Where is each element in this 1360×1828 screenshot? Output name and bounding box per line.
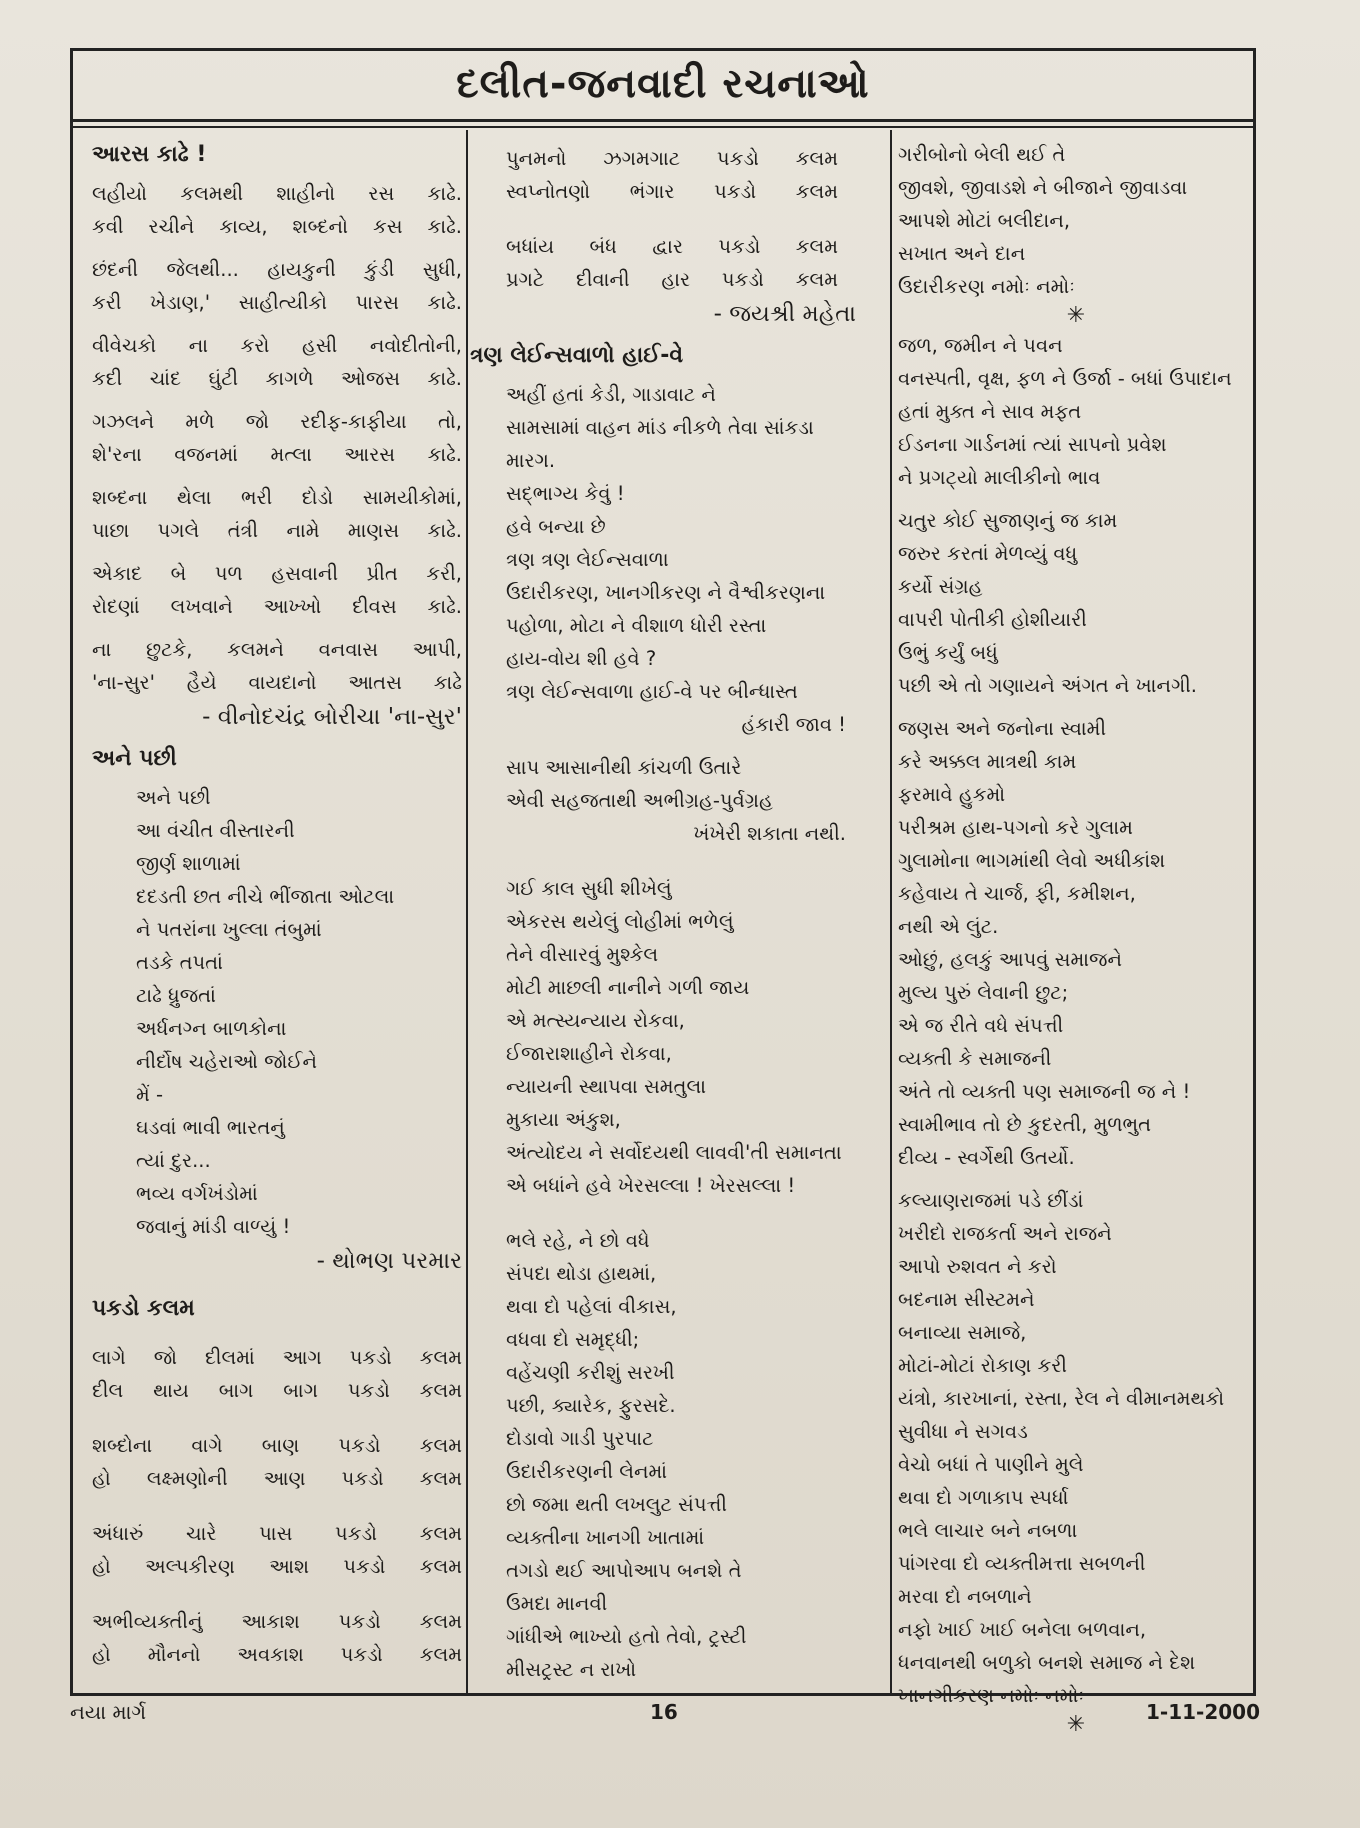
- poem-line: વ્યક્તી કે સમાજની: [898, 1047, 1052, 1070]
- poem-line: વાપરી પોતીકી હોશીયારી: [898, 608, 1087, 631]
- poem-line: દોડાવો ગાડી પુરપાટ: [506, 1427, 654, 1450]
- poem-line: એવી સહજતાથી અભીગ્રહ-પુર્વગ્રહ: [506, 789, 773, 812]
- poem-line: વનસ્પતી, વૃક્ષ, ફળ ને ઉર્જા - બધાં ઉપાદાન: [898, 367, 1232, 390]
- poem-line: થવા દો ગળાકાપ સ્પર્ધા: [898, 1486, 1069, 1509]
- poem-line: સદ્‌ભાગ્ય કેવું !: [506, 482, 625, 505]
- title-rule: [70, 126, 1256, 128]
- poem-line: હો લક્ષ્મણોની આણ પકડો કલમ: [92, 1467, 462, 1490]
- poem-line: કલ્યાણરાજમાં પડે છીંડાં: [898, 1189, 1084, 1212]
- section-star-icon: ✳: [1066, 1712, 1086, 1737]
- poem-aras-kadhe: [92, 177, 462, 734]
- poem-line: મરવા દો નબળાને: [898, 1585, 1032, 1608]
- poem-line: સુવીધા ને સગવડ: [898, 1420, 1028, 1443]
- poem-line: ન્યાયની સ્થાપવા સમતુલા: [506, 1075, 706, 1098]
- magazine-name: નયા માર્ગ: [70, 1700, 147, 1724]
- poem-line: એ મત્સ્યન્યાય રોકવા,: [506, 1009, 685, 1032]
- poem-line: પરીશ્રમ હાથ-પગનો કરે ગુલામ: [898, 816, 1133, 839]
- poem-line: છંદની જેલથી... હાયકુની કુંડી સુધી,: [92, 258, 462, 281]
- poem-line: સામસામાં વાહન માંડ નીકળે તેવા સાંકડા: [506, 416, 814, 439]
- poem-author: - થોભણ પરમાર: [316, 1248, 462, 1274]
- poem-line: બદનામ સીસ્ટમને: [898, 1288, 1035, 1311]
- poem-line: હંકારી જાવ !: [741, 713, 846, 736]
- poem-line: ફરમાવે હુકમો: [898, 783, 1006, 806]
- poem-line: તેને વીસારવું મુશ્કેલ: [506, 943, 659, 966]
- poem-line: શે'રના વજનમાં મત્લા આરસ કાઢે.: [92, 443, 462, 466]
- poem-line: કહેવાય તે ચાર્જ, ફી, કમીશન,: [898, 882, 1136, 905]
- poem-line: ભલે રહે, ને છો વધે: [506, 1229, 650, 1252]
- poem-line: લાગે જો દીલમાં આગ પકડો કલમ: [92, 1346, 462, 1369]
- poem-line: ગાંધીએ ભાખ્યો હતો તેવો, ટ્રસ્ટી: [506, 1625, 747, 1648]
- poem-line: વ્યક્તીના ખાનગી ખાતામાં: [506, 1526, 705, 1549]
- poem-line: ઓછું, હલકું આપવું સમાજને: [898, 948, 1122, 971]
- poem-line: અર્ધનગ્ન બાળકોના: [136, 1017, 287, 1040]
- poem-line: ઉદારીકરણ, ખાનગીકરણ ને વૈશ્વીકરણના: [506, 581, 826, 604]
- section-star-icon: ✳: [1066, 303, 1086, 328]
- poem-line: હાય-વોય શી હવે ?: [506, 647, 657, 670]
- poem-line: ગઝલને મળે જો રદીફ-કાફીયા તો,: [92, 410, 462, 433]
- poem-line: ઈજારાશાહીને રોકવા,: [506, 1042, 672, 1065]
- poem-line: યંત્રો, કારખાનાં, રસ્તા, રેલ ને વીમાનમથકો: [898, 1387, 1225, 1410]
- poem-line: અહીં હતાં કેડી, ગાડાવાટ ને: [506, 383, 716, 406]
- poem-line: મોટી માછલી નાનીને ગળી જાય: [506, 976, 750, 999]
- stanza-block-1: [898, 130, 1254, 303]
- poem-line: ને પતરાંના ખુલ્લા તંબુમાં: [136, 918, 322, 941]
- poem-line: પ્રગટે દીવાની હાર પકડો કલમ: [506, 268, 838, 291]
- stanza-block-3: [898, 504, 1254, 702]
- poem-line: છો જમા થતી લખલુટ સંપત્તી: [506, 1493, 727, 1516]
- poem-title-pakdo-kalam: પકડો કલમ: [92, 1296, 195, 1321]
- poem-line: એકાદ બે પળ હસવાની પ્રીત કરી,: [92, 562, 462, 585]
- poem-line: કદી ચાંદ ઘુંટી કાગળે ઓજસ કાઢે.: [92, 367, 462, 390]
- poem-line: ગરીબોનો બેલી થઈ તે: [898, 143, 1066, 166]
- poem-line: ઉમદા માનવી: [506, 1592, 608, 1615]
- poem-ane-pachhi: [92, 781, 462, 1243]
- column-divider-1: [466, 130, 468, 1696]
- poem-line: ખંખેરી શકાતા નથી.: [693, 822, 846, 845]
- poem-line: સખાત અને દાન: [898, 242, 1026, 265]
- poem-line: આ વંચીત વીસ્તારની: [136, 819, 295, 842]
- poem-line: જીર્ણ શાળામાં: [136, 852, 241, 875]
- poem-line: ટાઢે ધ્રુજતાં: [136, 984, 216, 1007]
- poem-line: આપો રુશવત ને કરો: [898, 1255, 1057, 1278]
- poem-line: ઈડનના ગાર્ડનમાં ત્યાં સાપનો પ્રવેશ: [898, 433, 1167, 456]
- poem-line: ઉદારીકરણની લેનમાં: [506, 1460, 668, 1483]
- poem-line: ભવ્ય વર્ગખંડોમાં: [136, 1182, 258, 1205]
- poem-line: શબ્દના થેલા ભરી દોડો સામયીકોમાં,: [92, 486, 462, 509]
- poem-line: શબ્દોના વાગે બાણ પકડો કલમ: [92, 1434, 462, 1457]
- poem-line: ને પ્રગટ્યો માલીકીનો ભાવ: [898, 466, 1101, 489]
- poem-line: ઉભું કર્યું બધું: [898, 641, 998, 664]
- page-title: દલીત-જનવાદી રચનાઓ: [456, 60, 870, 107]
- poem-line: જરુર કરતાં મેળવ્યું વધુ: [898, 542, 1078, 565]
- page-number: 16: [650, 1700, 678, 1724]
- poem-title-aras-kadhe: આરસ કાઢે !: [92, 142, 207, 167]
- poem-line: વહેંચણી કરીશું સરખી: [506, 1361, 675, 1384]
- poem-line: અંધારું ચારે પાસ પકડો કલમ: [92, 1522, 462, 1545]
- poem-line: બનાવ્યા સમાજે,: [898, 1321, 1027, 1344]
- poem-line: થવા દો પહેલાં વીકાસ,: [506, 1295, 677, 1318]
- poem-line: ત્યાં દુર...: [136, 1149, 211, 1172]
- poem-line: મોટાં-મોટાં રોકાણ કરી: [898, 1354, 1067, 1377]
- poem-line: પાછા પગલે તંત્રી નામે માણસ કાઢે.: [92, 519, 462, 542]
- poem-pakdo-kalam: [92, 1331, 462, 1671]
- poem-line: જવાનું માંડી વાળ્યું !: [136, 1215, 291, 1238]
- poem-line: મેં -: [136, 1083, 164, 1106]
- poem-line: એકરસ થયેલું લોહીમાં ભળેલું: [506, 910, 734, 933]
- poem-line: હો મૌનનો અવકાશ પકડો કલમ: [92, 1643, 462, 1666]
- poem-line: ગઈ કાલ સુધી શીખેલું: [506, 877, 672, 900]
- poem-line: પાંગરવા દો વ્યક્તીમત્તા સબળની: [898, 1552, 1146, 1575]
- poem-line: ઉદારીકરણ નમોઃ નમોઃ: [898, 275, 1075, 298]
- poem-line: સાપ આસાનીથી કાંચળી ઉતારે: [506, 756, 742, 779]
- stanza-block-4: [898, 712, 1254, 1174]
- poem-line: સ્વપ્નોતણો ભંગાર પકડો કલમ: [506, 180, 838, 203]
- title-box: [70, 48, 1256, 122]
- column-divider-2: [890, 130, 892, 1696]
- poem-line: વીવેચકો ના કરો હસી નવોદીતોની,: [92, 334, 462, 357]
- poem-line: ખાનગીકરણ નમોઃ નમોઃ: [898, 1684, 1084, 1707]
- poem-line: તડકે તપતાં: [136, 951, 223, 974]
- poem-line: અને પછી: [136, 786, 211, 809]
- poem-line: ચતુર કોઈ સુજાણનું જ કામ: [898, 509, 1118, 532]
- poem-line: આપશે મોટાં બલીદાન,: [898, 209, 1071, 232]
- poem-line: ગુલામોના ભાગમાંથી લેવો અધીકાંશ: [898, 849, 1166, 872]
- poem-pakdo-kalam-continued: [470, 130, 866, 296]
- poem-line: તગડો થઈ આપોઆપ બનશે તે: [506, 1559, 742, 1582]
- poem-line: કરી ખેડાણ,' સાહીત્યીકો પારસ કાઢે.: [92, 291, 462, 314]
- poem-line: વધવા દો સમૃદ્ધી;: [506, 1328, 640, 1351]
- poem-line: પછી, ક્યારેક, ફુરસદે.: [506, 1394, 676, 1417]
- poem-line: કવી રચીને કાવ્ય, શબ્દનો કસ કાઢે.: [92, 215, 462, 238]
- poem-line: ઘડવાં ભાવી ભારતનું: [136, 1116, 285, 1139]
- poem-line: મીસટ્રસ્ટ ન રાખો: [506, 1658, 637, 1681]
- poem-line: લહીયો કલમથી શાહીનો રસ કાઢે.: [92, 182, 462, 205]
- poem-line: અભીવ્યક્તીનું આકાશ પકડો કલમ: [92, 1610, 462, 1633]
- poem-line: જણસ અને જનોના સ્વામી: [898, 717, 1107, 740]
- poem-line: કર્યો સંગ્રહ: [898, 575, 983, 598]
- poem-line: ના છુટકે, કલમને વનવાસ આપી,: [92, 638, 462, 661]
- poem-line: દીવ્ય - સ્વર્ગેથી ઉતર્યો.: [898, 1146, 1075, 1169]
- poem-line: 'ના-સુર' હૈયે વાયદાનો આતસ કાઢે: [92, 671, 462, 694]
- poem-line: જીવશે, જીવાડશે ને બીજાને જીવાડવા: [898, 176, 1188, 199]
- page-footer: [70, 1700, 1260, 1740]
- poem-author: - વીનોદચંદ્ર બોરીચા 'ના-સુર': [202, 704, 462, 730]
- poem-line: પહોળા, મોટા ને વીશાળ ધોરી રસ્તા: [506, 614, 767, 637]
- column-1: [92, 130, 462, 1696]
- poem-line: પછી એ તો ગણાયને અંગત ને ખાનગી.: [898, 674, 1197, 697]
- poem-line: મુલ્ય પુરું લેવાની છુટ;: [898, 981, 1069, 1004]
- poem-title-highway: ત્રણ લેઈન્સવાળો હાઈ-વે: [470, 343, 684, 368]
- poem-line: મારગ.: [506, 449, 556, 472]
- column-2: [470, 130, 866, 1696]
- stanza-block-2: [898, 329, 1254, 494]
- poem-line: અંતે તો વ્યક્તી પણ સમાજની જ ને !: [898, 1080, 1191, 1103]
- stanza-block-5: [898, 1184, 1254, 1712]
- poem-line: ધનવાનથી બળુકો બનશે સમાજ ને દેશ: [898, 1651, 1196, 1674]
- poem-highway: [470, 378, 866, 1686]
- poem-line: સંપદા થોડા હાથમાં,: [506, 1262, 657, 1285]
- poem-line: એ બધાંને હવે ખેરસલ્લા ! ખેરસલ્લા !: [506, 1174, 796, 1197]
- poem-line: હતાં મુક્ત ને સાવ મફત: [898, 400, 1082, 423]
- poem-title-ane-pachhi: અને પછી: [92, 746, 177, 771]
- poem-line: સ્વામીભાવ તો છે કુદરતી, મુળભુત: [898, 1113, 1152, 1136]
- poem-line: ત્રણ લેઈન્સવાળા હાઈ-વે પર બીન્ધાસ્ત: [506, 680, 798, 703]
- poem-line: પુનમનો ઝગમગાટ પકડો કલમ: [506, 147, 838, 170]
- poem-line: હવે બન્યા છે: [506, 515, 606, 538]
- poem-author: - જયશ્રી મહેતા: [713, 301, 856, 327]
- poem-line: મુકાયા અંકુશ,: [506, 1108, 621, 1131]
- poem-line: નફો ખાઈ ખાઈ બનેલા બળવાન,: [898, 1618, 1147, 1641]
- poem-line: બધાંય બંધ દ્વાર પકડો કલમ: [506, 235, 838, 258]
- poem-line: વેચો બધાં તે પાણીને મુલે: [898, 1453, 1084, 1476]
- poem-line: ખરીદો રાજકર્તા અને રાજને: [898, 1222, 1112, 1245]
- issue-date: 1-11-2000: [1145, 1700, 1260, 1724]
- poem-line: દદડતી છત નીચે ભીંજાતા ઓટલા: [136, 885, 395, 908]
- poem-line: કરે અક્કલ માત્રથી કામ: [898, 750, 1077, 773]
- poem-line: અંત્યોદય ને સર્વોદયથી લાવવી'તી સમાનતા: [506, 1141, 842, 1164]
- poem-line: નીર્દોષ ચહેરાઓ જોઈને: [136, 1050, 318, 1073]
- poem-line: દીલ થાય બાગ બાગ પકડો કલમ: [92, 1379, 462, 1402]
- poem-line: રોદણાં લખવાને આખ્ખો દીવસ કાઢે.: [92, 595, 462, 618]
- poem-line: હો અલ્પકીરણ આશ પકડો કલમ: [92, 1555, 462, 1578]
- poem-line: નથી એ લુંટ.: [898, 915, 999, 938]
- poem-line: ભલે લાચાર બને નબળા: [898, 1519, 1078, 1542]
- poem-line: જળ, જમીન ને પવન: [898, 334, 1063, 357]
- poem-line: ત્રણ ત્રણ લેઈન્સવાળા: [506, 548, 669, 571]
- poem-line: એ જ રીતે વધે સંપત્તી: [898, 1014, 1064, 1037]
